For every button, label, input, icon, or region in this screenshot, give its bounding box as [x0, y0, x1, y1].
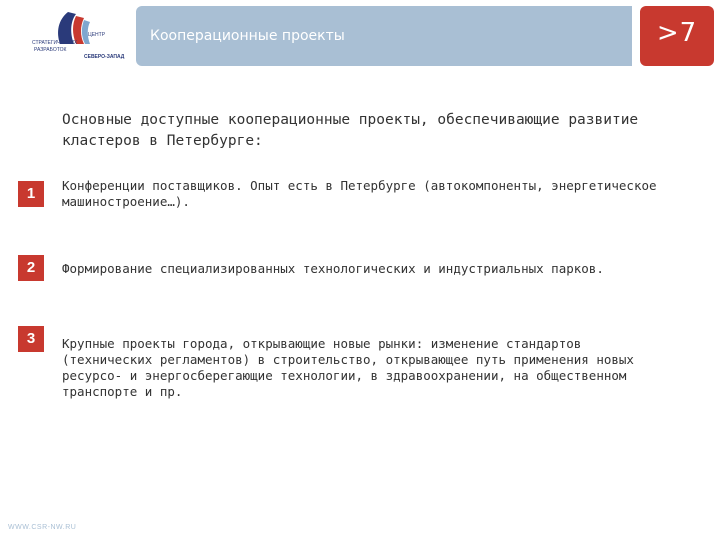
logo-line-2: СТРАТЕГИЧЕСКИХ	[32, 40, 78, 46]
footer-url[interactable]: WWW.CSR-NW.RU	[8, 524, 77, 531]
list-item-3: Крупные проекты города, открывающие новые рынки: изменение стандартов (технических регламентов) в строительство, открывающее путь применения новых ресурсо- и энергосберегающие технологии, в здравоохранении, на общественном транспорте и пр.	[62, 336, 634, 399]
list-item-2: Формирование специализированных технологических и индустриальных парков.	[62, 261, 604, 276]
intro-text: Основные доступные кооперационные проекты, обеспечивающие развитие кластеров в Петербурге:	[62, 112, 639, 149]
logo-line-3: РАЗРАБОТОК	[34, 47, 67, 53]
logo-line-1: ЦЕНТР	[88, 32, 106, 38]
logo	[28, 10, 128, 64]
page-number: >7	[656, 18, 698, 48]
list-item-1: Конференции поставщиков. Опыт есть в Петербурге (автокомпоненты, энергетическое машиностроение…).	[62, 178, 657, 209]
header-bar	[136, 6, 632, 66]
item-number-3: 3	[18, 326, 44, 352]
page-number-badge	[640, 6, 714, 66]
item-number-2: 2	[18, 255, 44, 281]
logo-line-4: СЕВЕРО-ЗАПАД	[84, 54, 125, 60]
item-number-1: 1	[18, 181, 44, 207]
page-title: Кооперационные проекты	[150, 28, 345, 44]
